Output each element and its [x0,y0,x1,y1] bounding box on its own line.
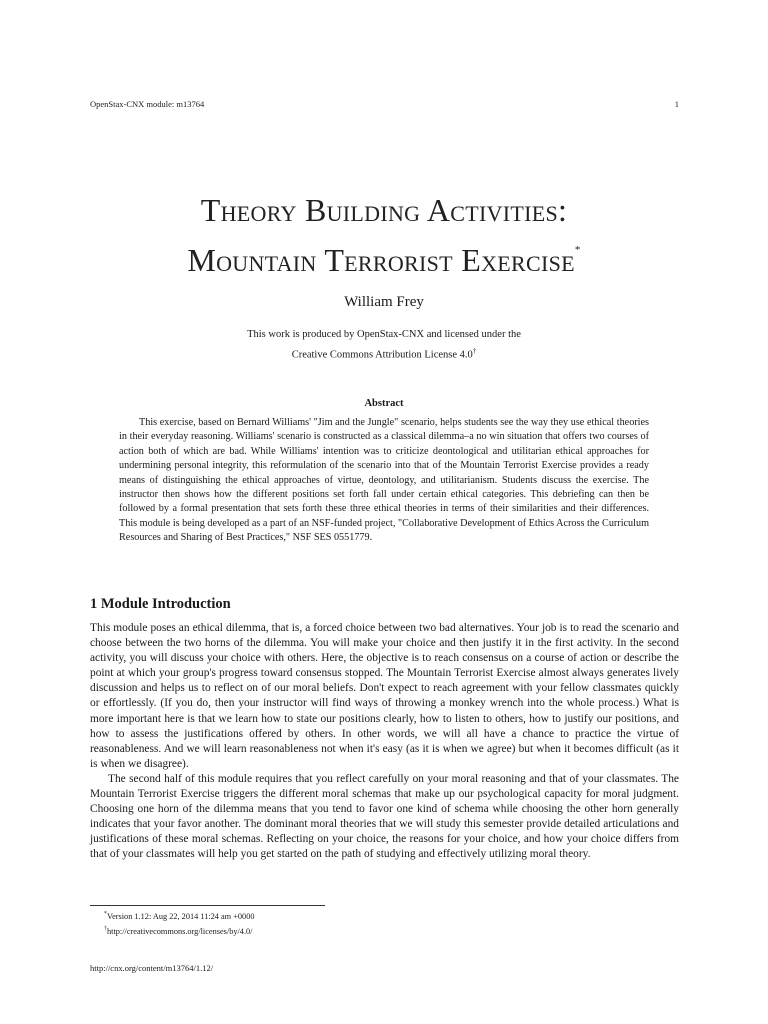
footnote-license-url [104,923,255,938]
footnote-mark: * [104,911,107,917]
document-title [80,190,688,280]
abstract-text: This exercise, based on Bernard Williams' "Jim and the Jungle" scenario, helps students see the way they use ethical theories in their everyday reasoning. Williams' scenario is constructed as a classical dilemma–a no win situation that offers two courses of action both of which are bad. While Williams' intention was to criticize deontological and utilitarian ethical approaches for undermining personal integrity, this reformulation of the scenario into that of the Mountain Terrorist Exercise provides a ready means of distinguishing the ethical approaches of virtue, deontology, and utilitarianism. Students discuss the exercise. The instructor then shows how the different positions set forth fall under certain ethical categories. This debriefing can then be followed by a formal presentation that sets forth these three ethical theories in terms of their similarities and their differences. This module is being developed as a part of an NSF-funded project, "Collaborative Development of Ethics Across the Curriculum Resources and Sharing of Best Practices," NSF SES 0551779. [119,417,649,544]
title-line-2: Mountain Terrorist Exercise [187,242,575,278]
title-line-1: Theory Building Activities: [200,192,568,228]
license-statement [80,327,688,364]
body-paragraph: The second half of this module requires that you reflect carefully on your moral reasoning and that of your classmates. The Mountain Terrorist Exercise triggers the different moral schemas that make up our psychological capacity for moral judgment. Choosing one horn of the dilemma means that you tend to favor one kind of schema while choosing the other horn generally indicates that your favor another. The dominant moral theories that we will study this semester provide detailed articulations and justifications of these moral schemas. Reflecting on your choice, the reasons for your choice, and how your choice differs from that of your classmates will help you get started on the path of studying and effectively utilizing moral theory. [90,772,679,861]
license-line-1: This work is produced by OpenStax-CNX and licensed under the [247,329,521,340]
title-line-2-wrap [80,230,688,280]
title-footnote-mark: * [574,244,581,256]
body-paragraph: This module poses an ethical dilemma, that is, a forced choice between two bad alternatives. Your job is to read the scenario and choose between the two horns of the dilemma. You will make your choice and then justify it in the first activity. In the second activity, you will discuss your choice with others. Here, the objective is to reach consensus on a course of action or describe the point at which your group's progress toward consensus stopped. The Mountain Terrorist Exercise almost always generates lively discussion and helps us to reflect on of our moral beliefs. Don't expect to reach agreement with your fellow classmates quickly or effortlessly. (If you do, then your instructor will find ways of throwing a monkey wrench into the whole process.) What is more important here is that we learn how to state our positions clearly, how to listen to others, how to justify our positions, and how to assess the justifications offered by others. In other words, we will all have a chance to practice the virtue of reasonableness. And we will learn reasonableness not when it's easy (as it is when we agree) but when it becomes difficult (as it is when we disagree). [90,622,679,770]
section-body [90,621,679,863]
license-footnote-mark: † [472,347,477,355]
running-header [90,99,679,109]
abstract-heading: Abstract [364,398,404,409]
footer-url-link[interactable]: http://cnx.org/content/m13764/1.12/ [90,963,214,973]
footnote-link[interactable]: http://creativecommons.org/licenses/by/4.0/ [107,926,253,936]
author-name: William Frey [344,294,424,310]
footnote-mark: † [104,925,107,932]
license-line-2-wrap [80,343,688,364]
section-heading: 1 Module Introduction [90,596,231,612]
license-line-2: Creative Commons Attribution License 4.0 [291,349,473,361]
footnotes [104,908,255,938]
footnote-text: Version 1.12: Aug 22, 2014 11:24 am +0000 [107,911,255,921]
module-id: OpenStax-CNX module: m13764 [90,99,205,109]
page-number: 1 [674,99,679,109]
footnote-divider [90,905,325,906]
footnote-version [104,908,255,923]
